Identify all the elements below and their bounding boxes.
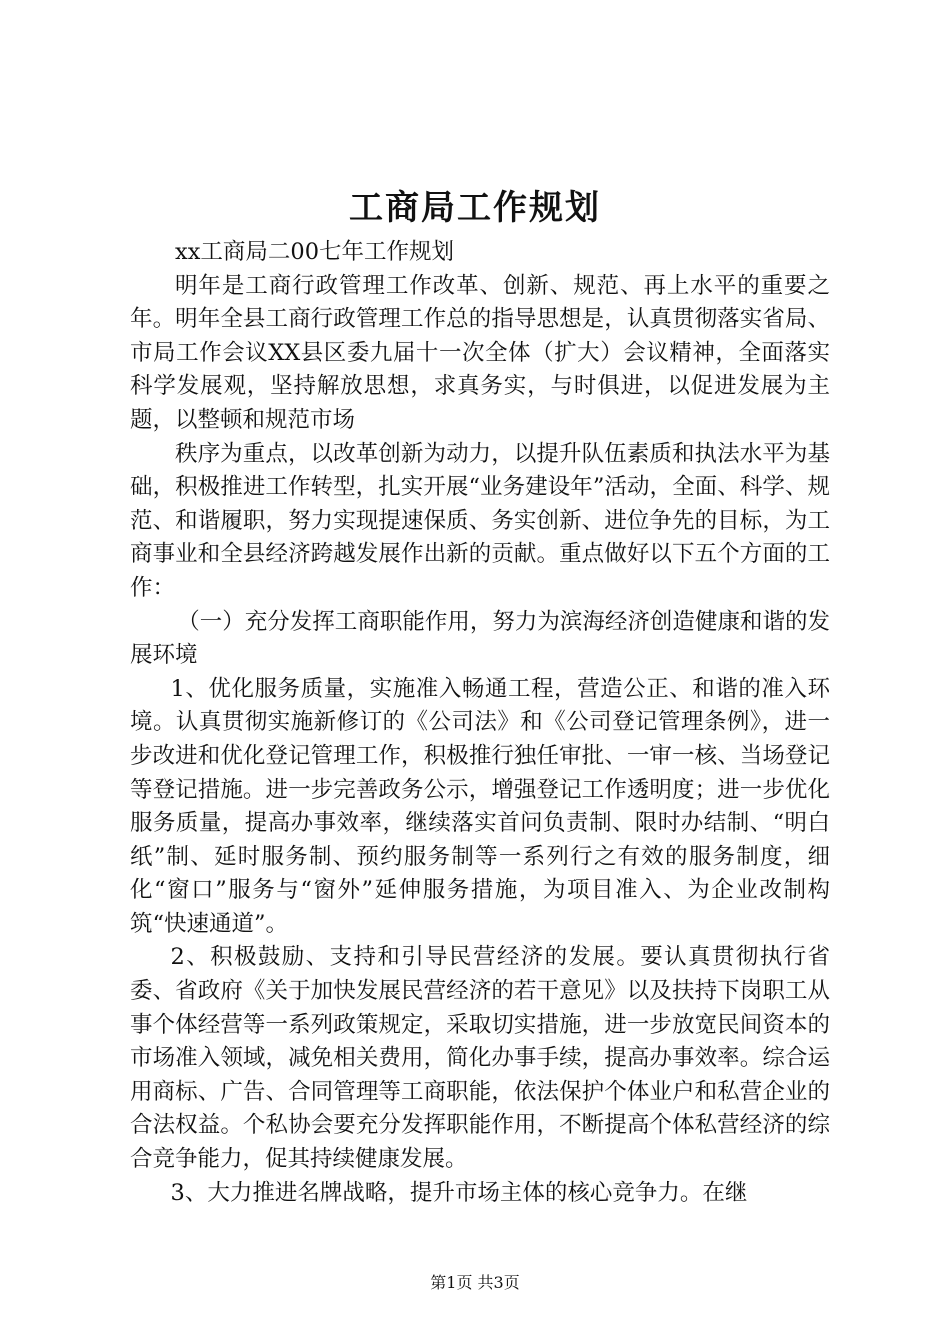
- body-paragraph: 明年是工商行政管理工作改革、创新、规范、再上水平的重要之年。明年全县工商行政管理工作总的指导思想是，认真贯彻落实省局、市局工作会议XX县区委九届十一次全体（扩大）会议精神，全面落实科学发展观，坚持解放思想，求真务实，与时俱进，以促进发展为主题，以整顿和规范市场: [130, 272, 830, 433]
- document-body: [130, 236, 830, 1210]
- body-paragraph: 2、积极鼓励、支持和引导民营经济的发展。要认真贯彻执行省委、省政府《关于加快发展民营经济的若干意见》以及扶持下岗职工从事个体经营等一系列政策规定，采取切实措施，进一步放宽民间资本的市场准入领域，减免相关费用，简化办事手续，提高办事效率。综合运用商标、广告、合同管理等工商职能，依法保护个体业户和私营企业的合法权益。个私协会要充分发挥职能作用，不断提高个体私营经济的综合竞争能力，促其持续健康发展。: [130, 944, 830, 1173]
- subtitle-paragraph: xx工商局二00七年工作规划: [175, 239, 455, 265]
- document-title: 工商局工作规划: [349, 188, 601, 228]
- body-paragraph: 秩序为重点，以改革创新为动力，以提升队伍素质和执法水平为基础，积极推进工作转型，扎实开展“业务建设年”活动，全面、科学、规范、和谐履职，努力实现提速保质、务实创新、进位争先的目标，为工商事业和全县经济跨越发展作出新的贡献。重点做好以下五个方面的工作：: [130, 440, 830, 601]
- section-heading: （一）充分发挥工商职能作用，努力为滨海经济创造健康和谐的发展环境: [130, 608, 830, 669]
- body-paragraph: 1、优化服务质量，实施准入畅通工程，营造公正、和谐的准入环境。认真贯彻实施新修订的《公司法》和《公司登记管理条例》，进一步改进和优化登记管理工作，积极推行独任审批、一审一核、当场登记等登记措施。进一步完善政务公示，增强登记工作透明度；进一步优化服务质量，提高办事效率，继续落实首问负责制、限时办结制、“明白纸”制、延时服务制、预约服务制等一系列行之有效的服务制度，细化“窗口”服务与“窗外”延伸服务措施，为项目准入、为企业改制构筑“快速通道”。: [130, 675, 830, 937]
- body-paragraph: 3、大力推进名牌战略，提升市场主体的核心竞争力。在继: [170, 1179, 748, 1206]
- page-footer: 第1页 共3页: [430, 1273, 520, 1292]
